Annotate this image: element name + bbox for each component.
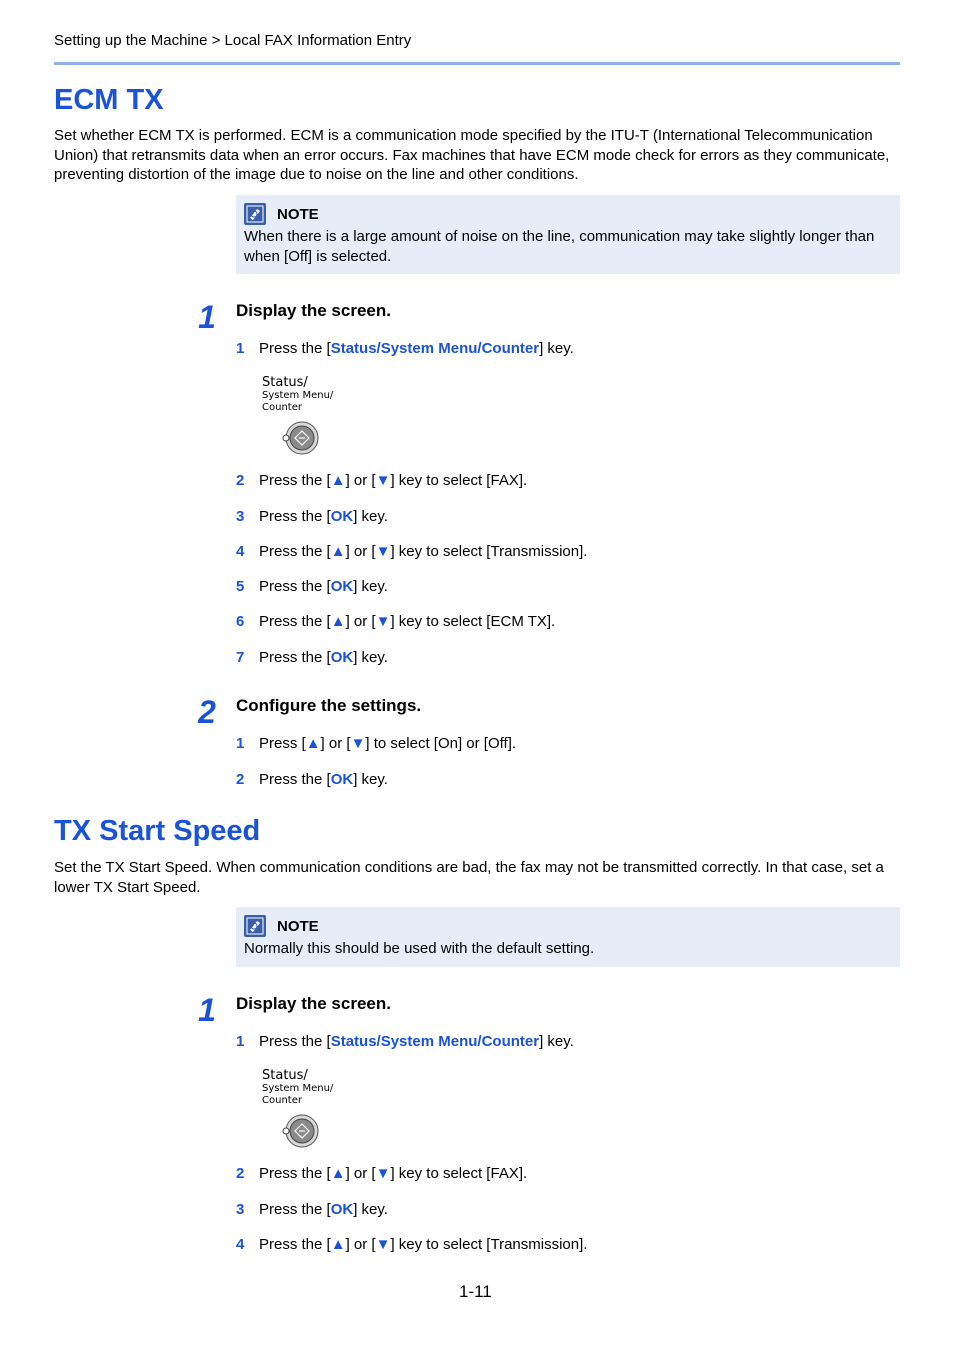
substep-number: 3: [236, 508, 245, 525]
note-pen-icon: [244, 915, 266, 937]
up-arrow-icon: ▲: [330, 543, 346, 560]
up-arrow-icon: ▲: [330, 613, 346, 630]
substep-item: [236, 578, 388, 595]
substep-item: [236, 1201, 388, 1218]
note-box: [236, 907, 900, 967]
substep-number: 2: [236, 771, 245, 788]
substep-text: Press the [: [259, 472, 331, 489]
substep-text: ] or [: [320, 735, 351, 752]
step-number: 1: [198, 992, 216, 1028]
section-description: Set the TX Start Speed. When communication conditions are bad, the fax may not be transmitted correctly. In that case, set a lower TX Start Speed.: [54, 859, 884, 896]
status-menu-key-icon: [282, 1113, 322, 1149]
panel-label: Status/: [262, 375, 308, 390]
substep-text: ] key.: [353, 578, 388, 595]
substep-text: Press the [: [259, 613, 331, 630]
substep-item: [236, 472, 527, 489]
key-name: Status/System Menu/Counter: [330, 340, 540, 357]
status-menu-key-icon: [282, 420, 322, 456]
header-rule: [54, 62, 900, 65]
note-box: [236, 195, 900, 274]
section-description: Set whether ECM TX is performed. ECM is a communication mode specified by the ITU-T (International Telecommunication Union) that retransmits data when an error occurs. Fax machines that have ECM mode check for errors as they communicate, preventing distortion of the image due to noise on the line and other conditions.: [54, 127, 890, 183]
substep-number: 6: [236, 613, 245, 630]
substep-text: Press the [: [259, 1236, 331, 1253]
substep-item: [236, 340, 574, 357]
substep-text: ] key to select [FAX].: [390, 472, 528, 489]
substep-text: ] key to select [Transmission].: [390, 543, 588, 560]
status-menu-key-illustration: [262, 376, 352, 466]
panel-label: Status/: [262, 1068, 308, 1083]
substep-text: Press the [: [259, 649, 331, 666]
down-arrow-icon: ▼: [375, 1165, 391, 1182]
substep-number: 1: [236, 735, 245, 752]
key-name: Status/System Menu/Counter: [330, 1033, 540, 1050]
substep-item: [236, 1236, 587, 1253]
substep-number: 3: [236, 1201, 245, 1218]
substep-text: ] key.: [353, 1201, 388, 1218]
substep-item: [236, 735, 516, 752]
substep-text: Press [: [259, 735, 306, 752]
key-name: OK: [330, 649, 354, 666]
substep-text: ] key to select [Transmission].: [390, 1236, 588, 1253]
up-arrow-icon: ▲: [305, 735, 321, 752]
up-arrow-icon: ▲: [330, 1236, 346, 1253]
substep-text: ] or [: [345, 472, 376, 489]
substep-number: 5: [236, 578, 245, 595]
step-title: Display the screen.: [236, 994, 391, 1013]
down-arrow-icon: ▼: [375, 472, 391, 489]
substep-number: 4: [236, 543, 245, 560]
step-title: Display the screen.: [236, 301, 391, 320]
substep-text: Press the [: [259, 1201, 331, 1218]
key-name: OK: [330, 1201, 354, 1218]
substep-item: [236, 1033, 574, 1050]
substep-text: ] or [: [345, 1236, 376, 1253]
substep-item: [236, 649, 388, 666]
up-arrow-icon: ▲: [330, 472, 346, 489]
up-arrow-icon: ▲: [330, 1165, 346, 1182]
panel-label: System Menu/: [262, 390, 334, 401]
substep-number: 4: [236, 1236, 245, 1253]
status-menu-key-illustration: [262, 1069, 352, 1159]
step-title: Configure the settings.: [236, 696, 422, 715]
substep-text: Press the [: [259, 508, 331, 525]
note-label: NOTE: [277, 205, 319, 223]
substep-item: [236, 508, 388, 525]
note-label: NOTE: [277, 917, 319, 935]
down-arrow-icon: ▼: [375, 613, 391, 630]
substep-text: Press the [: [259, 1033, 331, 1050]
substep-item: [236, 771, 388, 788]
substep-text: Press the [: [259, 771, 331, 788]
substep-item: [236, 1165, 527, 1182]
panel-label: Counter: [262, 402, 302, 413]
substep-number: 7: [236, 649, 245, 666]
substep-text: Press the [: [259, 340, 331, 357]
substep-text: ] or [: [345, 613, 376, 630]
panel-label: Counter: [262, 1095, 302, 1106]
substep-number: 1: [236, 1033, 245, 1050]
note-text: Normally this should be used with the default setting.: [244, 940, 595, 957]
substep-number: 2: [236, 472, 245, 489]
substep-text: ] key.: [353, 649, 388, 666]
substep-text: ] key.: [539, 340, 574, 357]
key-name: OK: [330, 771, 354, 788]
substep-item: [236, 543, 587, 560]
section-title-tx-start-speed: TX Start Speed: [54, 815, 261, 847]
substep-number: 1: [236, 340, 245, 357]
substep-text: Press the [: [259, 1165, 331, 1182]
step-number: 2: [198, 694, 216, 730]
note-pen-icon: [244, 203, 266, 225]
substep-text: Press the [: [259, 543, 331, 560]
down-arrow-icon: ▼: [375, 543, 391, 560]
down-arrow-icon: ▼: [350, 735, 366, 752]
section-title-ecm-tx: ECM TX: [54, 84, 164, 116]
step-number: 1: [198, 299, 216, 335]
key-name: OK: [330, 508, 354, 525]
substep-text: ] or [: [345, 1165, 376, 1182]
panel-label: System Menu/: [262, 1083, 334, 1094]
key-name: OK: [330, 578, 354, 595]
substep-text: ] or [: [345, 543, 376, 560]
substep-text: ] to select [On] or [Off].: [365, 735, 517, 752]
page-number: 1-11: [459, 1282, 492, 1301]
note-text: When there is a large amount of noise on the line, communication may take slightly longer than when [Off] is selected.: [244, 228, 875, 265]
substep-text: ] key.: [539, 1033, 574, 1050]
substep-number: 2: [236, 1165, 245, 1182]
substep-text: ] key.: [353, 508, 388, 525]
substep-text: ] key to select [FAX].: [390, 1165, 528, 1182]
substep-text: ] key to select [ECM TX].: [390, 613, 556, 630]
substep-text: ] key.: [353, 771, 388, 788]
breadcrumb: Setting up the Machine > Local FAX Information Entry: [54, 32, 412, 49]
substep-item: [236, 613, 555, 630]
down-arrow-icon: ▼: [375, 1236, 391, 1253]
substep-text: Press the [: [259, 578, 331, 595]
